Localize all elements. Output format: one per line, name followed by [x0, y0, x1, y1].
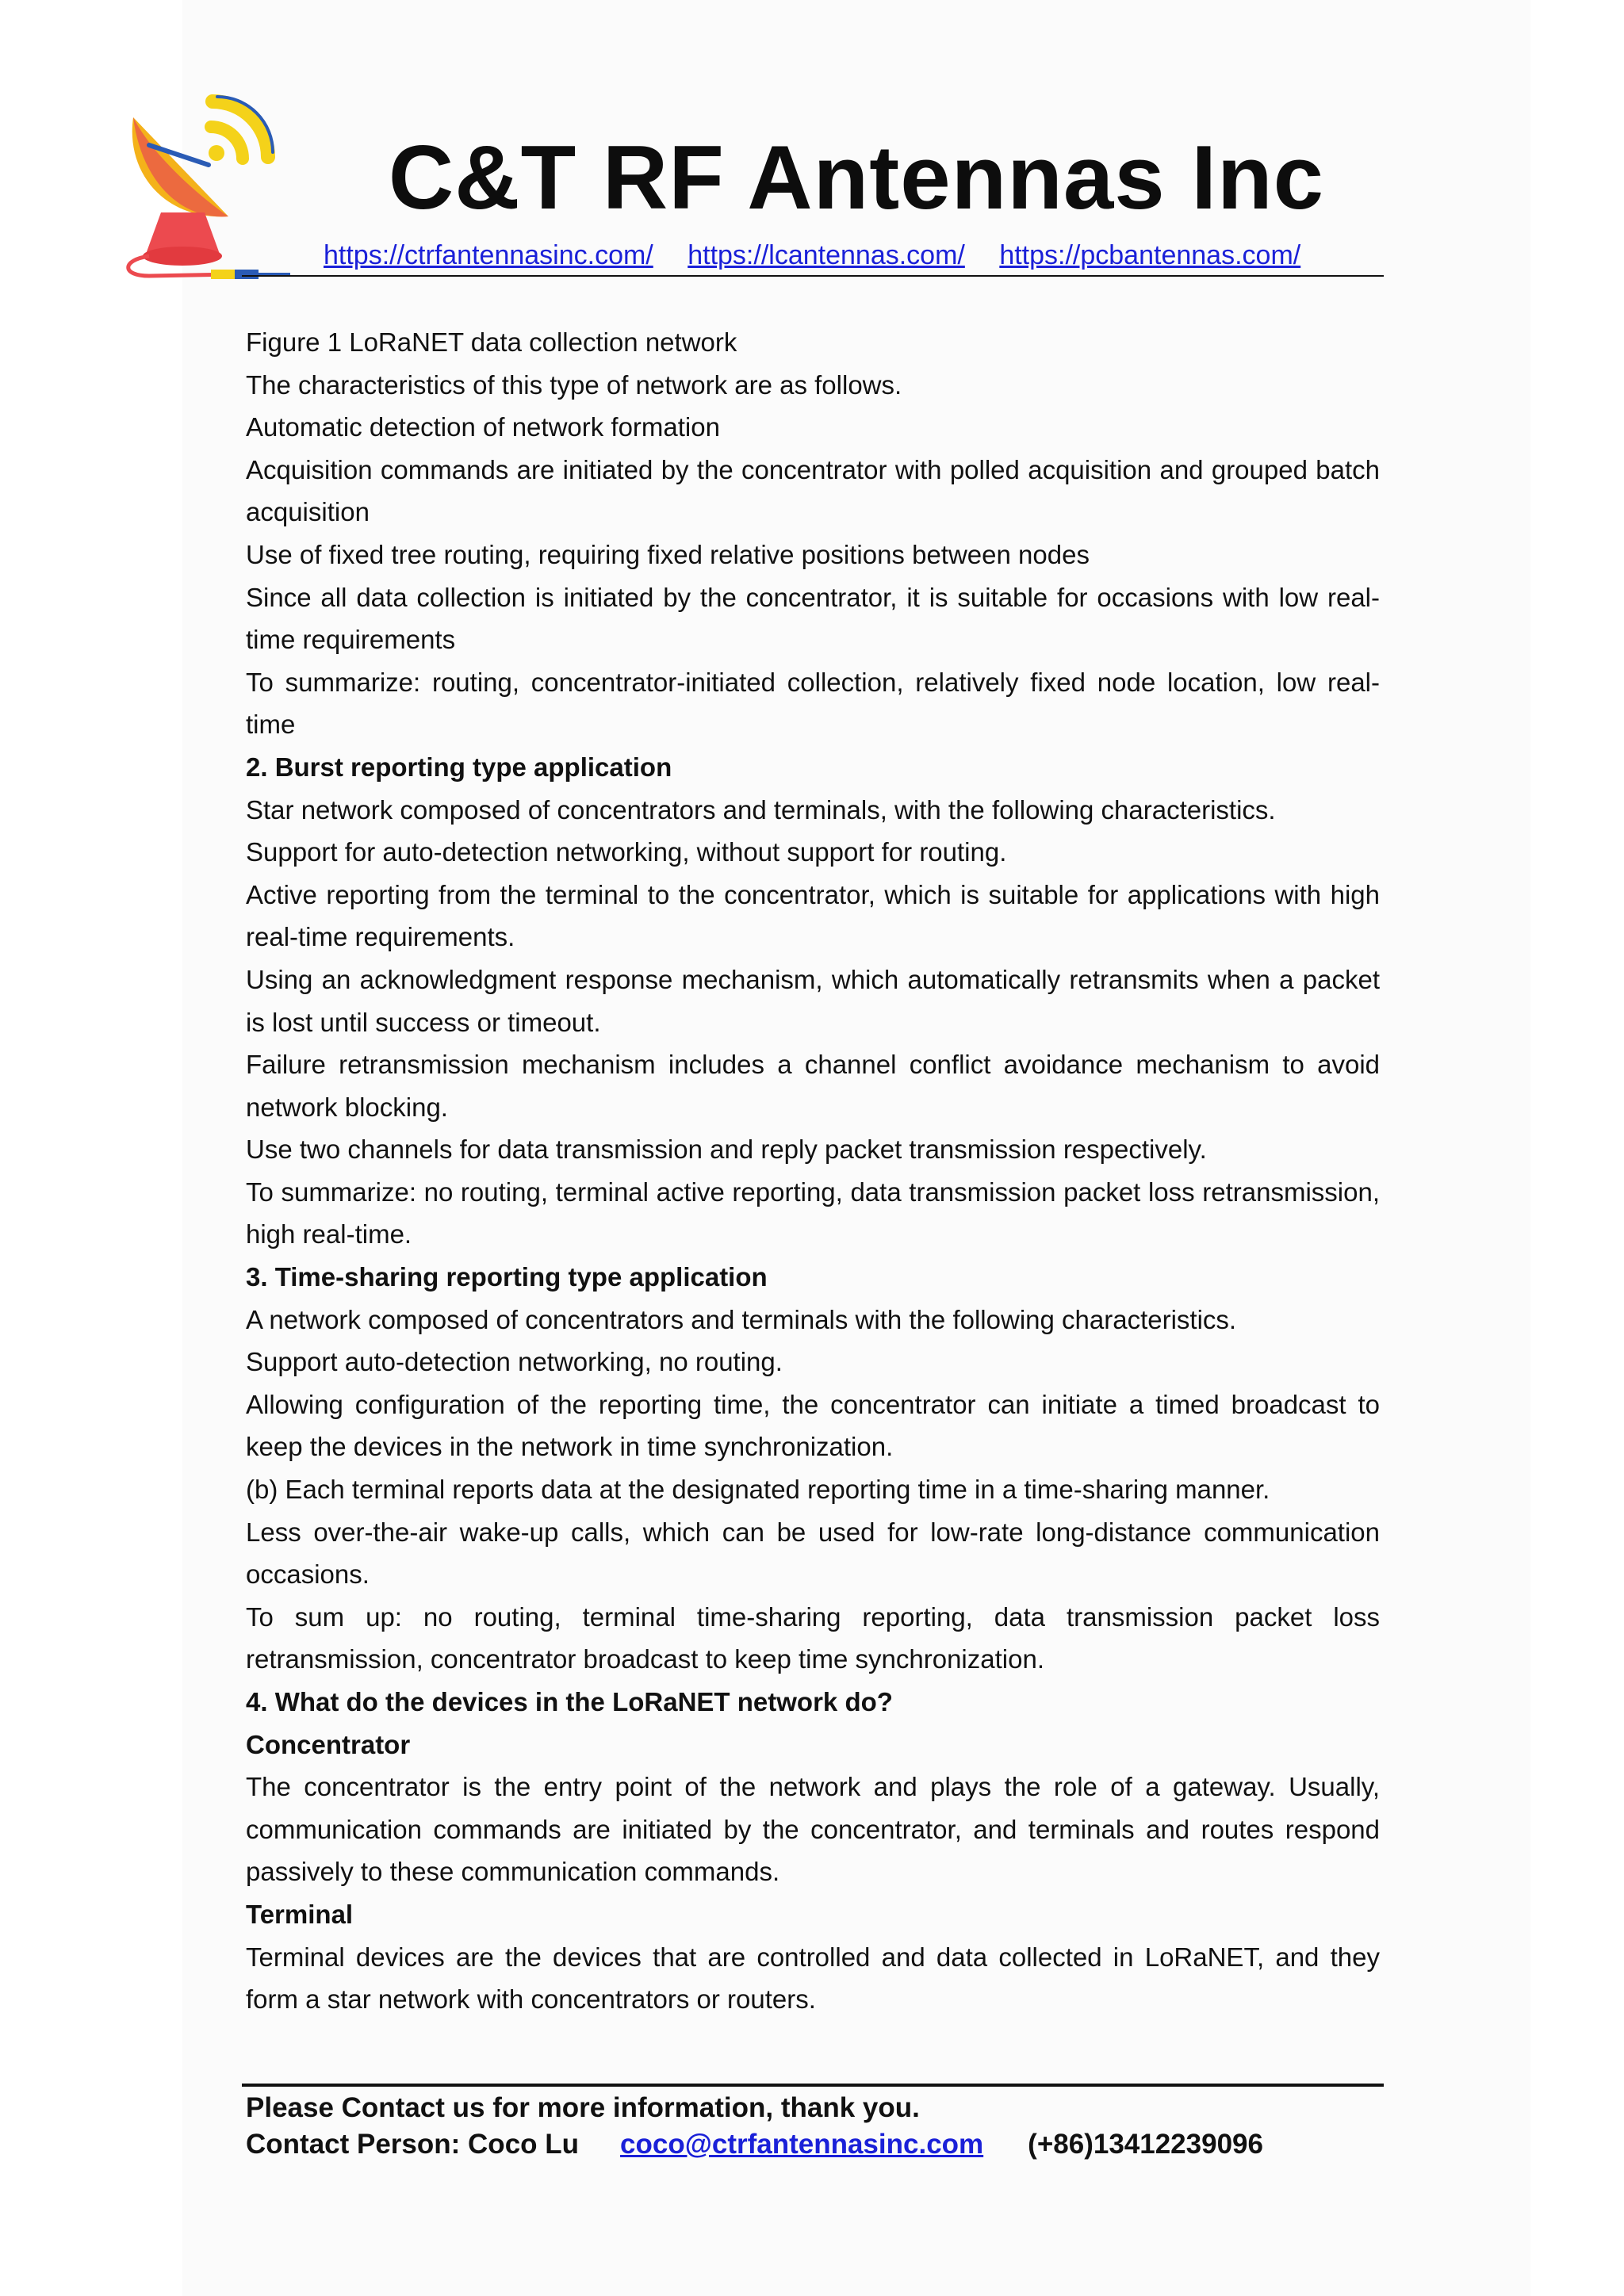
contact-phone: (+86)13412239096: [1028, 2129, 1263, 2160]
body-paragraph: To summarize: no routing, terminal active reporting, data transmission packet loss retransmission, high real-time.: [246, 1177, 1380, 1249]
section-heading: 3. Time-sharing reporting type application: [246, 1262, 768, 1292]
body-paragraph: Use two channels for data transmission and reply packet transmission respectively.: [246, 1135, 1207, 1165]
body-paragraph: Active reporting from the terminal to the concentrator, which is suitable for applications with high real-time requirements.: [246, 879, 1380, 952]
company-name: C&T RF Antennas Inc: [388, 128, 1325, 228]
body-paragraph: The characteristics of this type of network are as follows.: [246, 369, 902, 400]
body-paragraph: Less over-the-air wake-up calls, which can be used for low-rate long-distance communication occasions.: [246, 1517, 1380, 1590]
body-paragraph: (b) Each terminal reports data at the designated reporting time in a time-sharing manner.: [246, 1475, 1270, 1505]
body-paragraph: Support for auto-detection networking, without support for routing.: [246, 837, 1007, 867]
body-paragraph: The concentrator is the entry point of the network and plays the role of a gateway. Usually, communication commands are initiated by the concentrator, and terminals and routes respond passively to these communication commands.: [246, 1772, 1380, 1887]
body-paragraph: Terminal devices are the devices that are controlled and data collected in LoRaNET, and they form a star network with concentrators or routers.: [246, 1942, 1380, 2015]
body-paragraph: Automatic detection of network formation: [246, 412, 720, 442]
body-paragraph: To sum up: no routing, terminal time-sharing reporting, data transmission packet loss retransmission, concentrator broadcast to keep time synchronization.: [246, 1601, 1380, 1674]
website-link-pcb[interactable]: https://pcbantennas.com/: [999, 240, 1301, 270]
body-paragraph: Use of fixed tree routing, requiring fixed relative positions between nodes: [246, 539, 1090, 569]
body-paragraph: Acquisition commands are initiated by the concentrator with polled acquisition and grouped batch acquisition: [246, 454, 1380, 527]
section-heading: Terminal: [246, 1899, 354, 1929]
footer-divider: [242, 2084, 1384, 2087]
website-links: [324, 238, 1394, 273]
section-heading: 2. Burst reporting type application: [246, 752, 672, 782]
footer-contact-line: [246, 2126, 1380, 2163]
body-paragraph: Since all data collection is initiated by the concentrator, it is suitable for occasions with low real-time requirements: [246, 582, 1380, 655]
body-paragraph: Using an acknowledgment response mechanism, which automatically retransmits when a packet is lost until success or timeout.: [246, 964, 1380, 1037]
body-paragraph: Star network composed of concentrators and terminals, with the following characteristics.: [246, 794, 1276, 825]
section-heading: Concentrator: [246, 1729, 411, 1759]
footer-contact-note: Please Contact us for more information, thank you.: [246, 2092, 920, 2123]
document-body: [246, 321, 1380, 2021]
body-paragraph: Support auto-detection networking, no routing.: [246, 1347, 783, 1377]
contact-person: Contact Person: Coco Lu: [246, 2129, 580, 2160]
body-paragraph: Figure 1 LoRaNET data collection network: [246, 327, 737, 357]
body-paragraph: A network composed of concentrators and terminals with the following characteristics.: [246, 1304, 1237, 1334]
header-divider: [242, 275, 1384, 277]
footer: [246, 2090, 1380, 2163]
website-link-ctrf[interactable]: https://ctrfantennasinc.com/: [324, 240, 653, 270]
section-heading: 4. What do the devices in the LoRaNET network do?: [246, 1687, 893, 1716]
body-paragraph: Failure retransmission mechanism includes a channel conflict avoidance mechanism to avoid network blocking.: [246, 1050, 1380, 1122]
body-paragraph: To summarize: routing, concentrator-initiated collection, relatively fixed node location, low real-time: [246, 667, 1380, 740]
contact-email-link[interactable]: coco@ctrfantennasinc.com: [620, 2129, 984, 2160]
website-link-lc[interactable]: https://lcantennas.com/: [688, 240, 965, 270]
body-paragraph: Allowing configuration of the reporting time, the concentrator can initiate a timed broadcast to keep the devices in the network in time synchronization.: [246, 1389, 1380, 1462]
